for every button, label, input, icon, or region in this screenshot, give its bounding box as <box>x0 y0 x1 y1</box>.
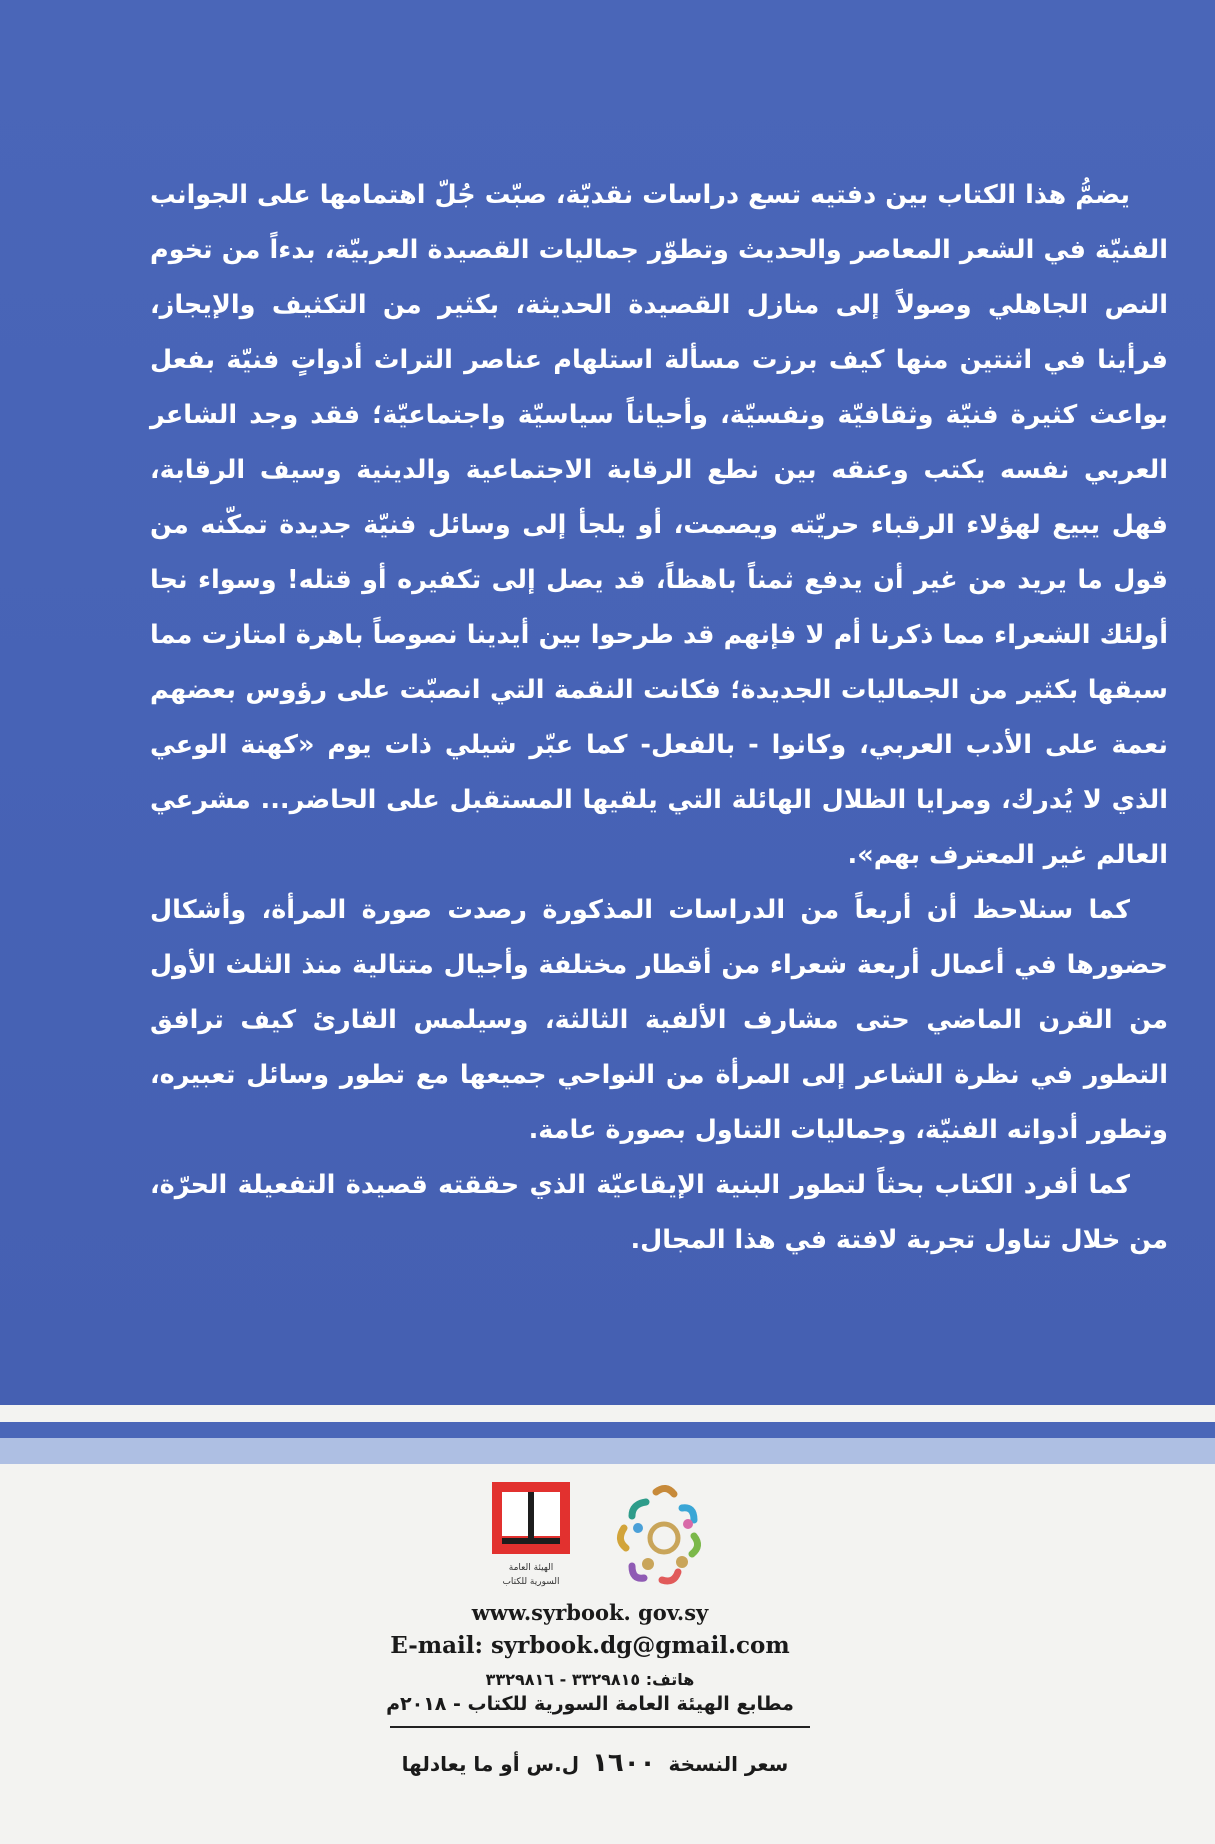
svg-text:السورية للكتاب: السورية للكتاب <box>502 1577 560 1587</box>
culture-emblem <box>604 1478 724 1600</box>
price-amount: ١٦٠٠ <box>592 1748 656 1778</box>
divider-stripe-light <box>0 1438 1215 1464</box>
blurb-paragraph-3: كما أفرد الكتاب بحثاً لتطور البنية الإيقاعيّة الذي حققته قصيدة التفعيلة الحرّة، من خلال تناول تجربة لافتة في هذا المجال. <box>150 1170 1168 1255</box>
price-label: سعر النسخة <box>668 1752 789 1776</box>
publisher-website[interactable]: www.syrbook. gov.sy <box>471 1600 709 1625</box>
publisher-email[interactable]: E-mail: syrbook.dg@gmail.com <box>390 1632 790 1659</box>
printer-credit: مطابع الهيئة العامة السورية للكتاب - ٢٠١٨م <box>386 1693 794 1715</box>
divider-stripe-dark <box>0 1422 1215 1438</box>
blurb-paragraph-1: يضمُّ هذا الكتاب بين دفتيه تسع دراسات نقديّة، صبّت جُلّ اهتمامها على الجوانب الفنيّة في الشعر المعاصر والحديث وتطوّر جماليات القصيدة العربيّة، بدءاً من تخوم النص الجاهلي وصولاً إلى منازل القصيدة الحديثة، بكثير من التكثيف والإيجاز، فرأينا في اثنتين منها كيف برزت مسألة استلهام عناصر التراث أدواتٍ فنيّة بفعل بواعث كثيرة فنيّة وثقافيّة ونفسيّة، وأحياناً سياسيّة واجتماعيّة؛ فقد وجد الشاعر العربي نفسه يكتب وعنقه بين نطع الرقابة الاجتماعية والدينية وسيف الرقابة، فهل يبيع لهؤلاء الرقباء حريّته ويصمت، أو يلجأ إلى وسائل فنيّة جديدة تمكّنه من قول ما يريد من غير أن يدفع ثمناً باهظاً، قد يصل إلى تكفيره أو قتله! وسواء نجا أولئك الشعراء مما ذكرنا أم لا فإنهم قد طرحوا بين أيدينا نصوصاً باهرة امتازت مما سبقها بكثير من الجماليات الجديدة؛ فكانت النقمة التي انصبّت على رؤوس بعضهم نعمة على الأدب العربي، وكانوا - بالفعل- كما عبّر شيلي ذات يوم «كهنة الوعي الذي لا يُدرك، ومرايا الظلال الهائلة التي يلقيها المستقبل على الحاضر... مشرعي العالم غير المعترف بهم». <box>150 180 1168 870</box>
book-blurb <box>150 168 1168 1268</box>
svg-text:الهيئة العامة: الهيئة العامة <box>508 1563 554 1573</box>
price-line <box>370 1748 820 1778</box>
info-divider <box>390 1726 810 1728</box>
publisher-logo <box>490 1480 572 1592</box>
publisher-phone: هاتف: ٣٣٢٩٨١٥ - ٣٣٢٩٨١٦ <box>485 1670 695 1689</box>
blurb-paragraph-2: كما سنلاحظ أن أربعاً من الدراسات المذكورة رصدت صورة المرأة، وأشكال حضورها في أعمال أربعة شعراء من أقطار مختلفة وأجيال متتالية منذ الثلث الأول من القرن الماضي حتى مشارف الألفية الثالثة، وسيلمس القارئ كيف ترافق التطور في نظرة الشاعر إلى المرأة من النواحي جميعها مع تطور وسائل تعبيره، وتطور أدواته الفنيّة، وجماليات التناول بصورة عامة. <box>150 895 1168 1145</box>
price-currency: ل.س أو ما يعادلها <box>401 1752 580 1776</box>
